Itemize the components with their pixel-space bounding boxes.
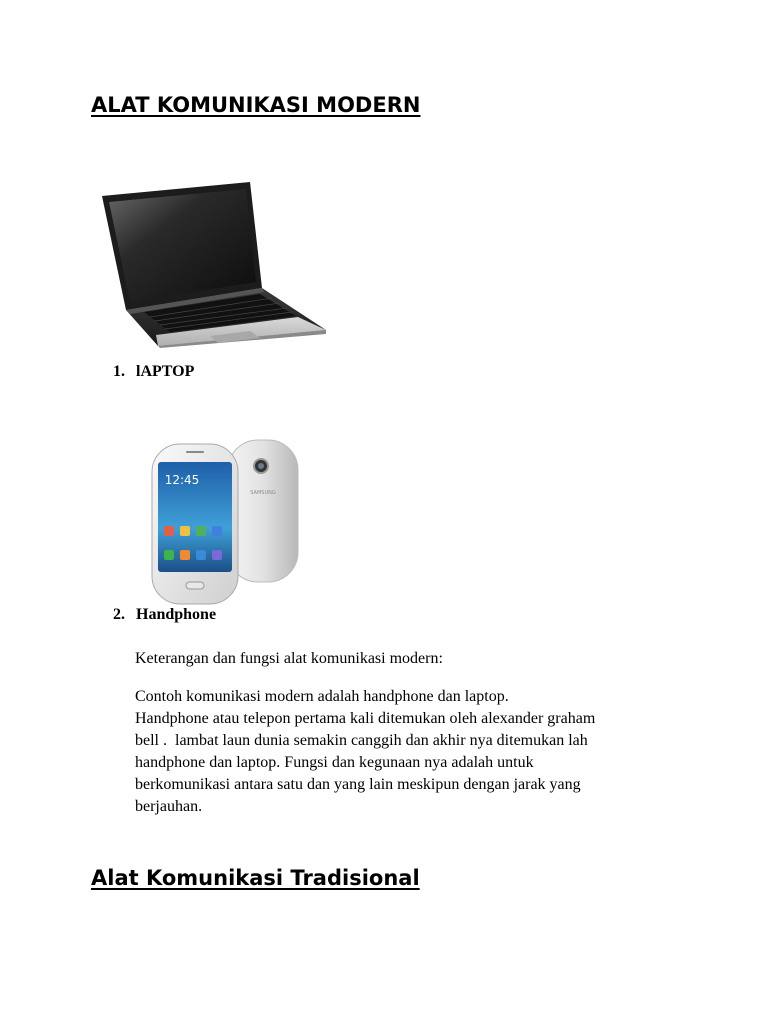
body-line: berkomunikasi antara satu dan yang lain meskipun dengan jarak yang [135,776,581,793]
body-line: Contoh komunikasi modern adalah handphone dan laptop. [135,688,509,705]
smartphone-illustration [150,436,302,608]
list-number: 1. [113,363,125,380]
list-label: lAPTOP [136,363,195,380]
list-item-laptop [113,363,194,381]
body-paragraph [135,686,655,818]
body-line: Handphone atau telepon pertama kali ditemukan oleh alexander graham [135,710,596,727]
body-line: berjauhan. [135,798,203,815]
list-label: Handphone [136,606,217,623]
heading-alat-komunikasi-tradisional: Alat Komunikasi Tradisional [91,866,420,890]
laptop-illustration [100,178,328,348]
phone-brand-label: SAMSUNG [250,490,276,496]
phone-screen-clock: 12:45 [164,473,200,487]
laptop-icon [100,178,328,348]
smartphone-icon [150,436,302,608]
list-item-handphone [113,606,216,624]
heading-alat-komunikasi-modern: ALAT KOMUNIKASI MODERN [91,93,421,117]
list-number: 2. [113,606,125,623]
body-line: bell . lambat laun dunia semakin canggih dan akhir nya ditemukan lah [135,732,588,749]
intro-paragraph: Keterangan dan fungsi alat komunikasi modern: [135,650,443,667]
body-line: handphone dan laptop. Fungsi dan kegunaan nya adalah untuk [135,754,534,771]
